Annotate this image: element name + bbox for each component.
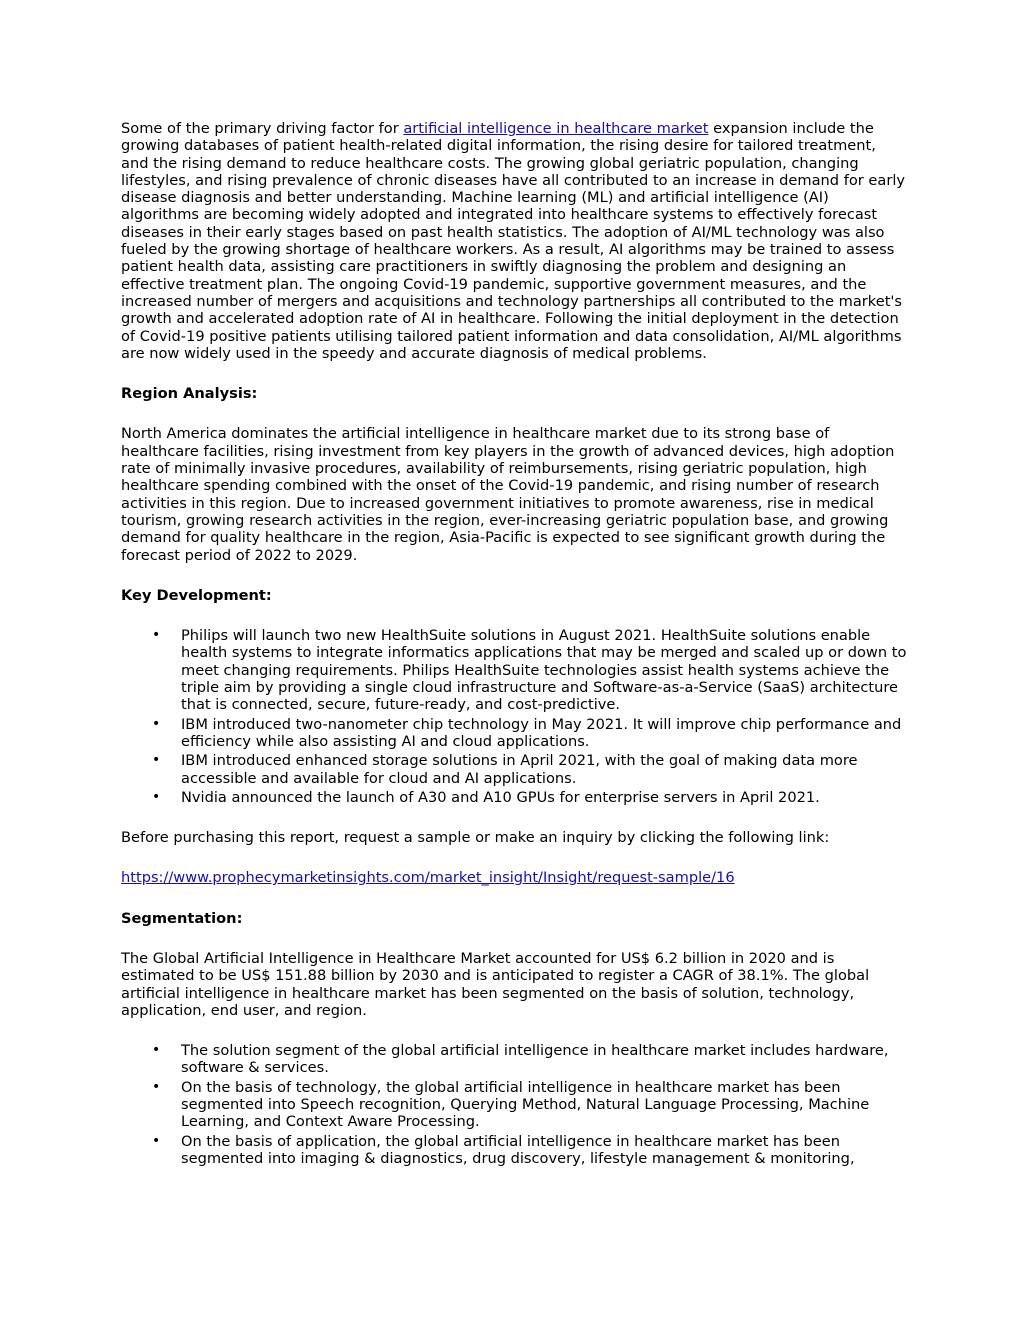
list-item xyxy=(152,1132,907,1168)
document-page xyxy=(121,120,907,1190)
region-analysis-paragraph: North America dominates the artificial intelligence in healthcare market due to its strong base of healthcare facilities, rising investment from key players in the growth of advanced devices, high adoption rate of minimally invasive procedures, availability of reimbursements, rising geriatric population, high healthcare spending combined with the onset of the Covid-19 pandemic, and rising number of research activities in this region. Due to increased government initiatives to promote awareness, rise in medical tourism, growing research activities in the region, ever-increasing geriatric population base, and growing demand for quality healthcare in the region, Asia-Pacific is expected to see significant growth during the forecast period of 2022 to 2029. xyxy=(121,425,895,564)
key-development-heading: Key Development: xyxy=(121,586,272,604)
bullet-icon: • xyxy=(152,1132,161,1149)
list-item xyxy=(152,715,907,751)
bullet-icon: • xyxy=(152,752,161,769)
intro-text-after: expansion include the growing databases of patient health-related digital information, the rising desire for tailored treatment, and the rising demand to reduce healthcare costs. The growing global geriatric population, changing lifestyles, and rising prevalence of chronic diseases have all contributed to an increase in demand for early disease diagnosis and better understanding. Machine learning (ML) and artificial intelligence (AI) algorithms are becoming widely adopted and integrated into healthcare systems to effectively forecast diseases in their early stages based on past health statistics. The adoption of AI/ML technology was also fueled by the growing shortage of healthcare workers. As a result, AI algorithms may be trained to assess patient health data, assisting care practitioners in swiftly diagnosing the problem and designing an effective treatment plan. The ongoing Covid-19 pandemic, supportive government measures, and the increased number of mergers and acquisitions and technology partnerships all contributed to the market's growth and accelerated adoption rate of AI in healthcare. Following the initial deployment in the detection of Covid-19 positive patients utilising tailored patient information and data consolidation, AI/ML algorithms are now widely used in the speedy and accurate diagnosis of medical problems. xyxy=(121,120,906,362)
bullet-icon: • xyxy=(152,1078,161,1095)
list-item-text: IBM introduced two-nanometer chip technology in May 2021. It will improve chip performance and efficiency while also assisting AI and cloud applications. xyxy=(181,715,902,750)
list-item-text: Philips will launch two new HealthSuite solutions in August 2021. HealthSuite solutions enable health systems to integrate informatics applications that may be merged and scaled up or down to meet changing requirements. Philips HealthSuite technologies assist health systems achieve the triple aim by providing a single cloud infrastructure and Software-as-a-Service (SaaS) architecture that is connected, secure, future-ready, and cost-predictive. xyxy=(181,627,907,714)
list-item-text: On the basis of application, the global artificial intelligence in healthcare market has been segmented into imaging & diagnostics, drug discovery, lifestyle management & monitoring, xyxy=(181,1132,855,1167)
intro-paragraph xyxy=(121,120,907,362)
list-item xyxy=(152,1078,907,1131)
list-item xyxy=(152,788,907,806)
bullet-icon: • xyxy=(152,788,161,805)
segmentation-list xyxy=(121,1042,907,1167)
key-development-list xyxy=(121,627,907,806)
bullet-icon: • xyxy=(152,627,161,644)
list-item xyxy=(152,1042,907,1077)
ai-healthcare-market-link[interactable]: artificial intelligence in healthcare market xyxy=(403,120,709,137)
region-analysis-heading: Region Analysis: xyxy=(121,385,258,403)
intro-text-before: Some of the primary driving factor for xyxy=(121,120,404,137)
request-sample-link[interactable]: https://www.prophecymarketinsights.com/market_insight/Insight/request-sample/16 xyxy=(121,869,735,887)
request-sample-paragraph xyxy=(121,869,907,886)
segmentation-paragraph: The Global Artificial Intelligence in Healthcare Market accounted for US$ 6.2 billion in 2020 and is estimated to be US$ 151.88 billion by 2030 and is anticipated to register a CAGR of 38.1%. The global artificial intelligence in healthcare market has been segmented on the basis of solution, technology, application, end user, and region. xyxy=(121,949,870,1019)
list-item xyxy=(152,752,907,787)
list-item-text: IBM introduced enhanced storage solutions in April 2021, with the goal of making data more accessible and available for cloud and AI applications. xyxy=(181,752,858,787)
bullet-icon: • xyxy=(152,715,161,732)
list-item-text: Nvidia announced the launch of A30 and A10 GPUs for enterprise servers in April 2021. xyxy=(181,788,820,806)
segmentation-heading: Segmentation: xyxy=(121,909,243,927)
bullet-icon: • xyxy=(152,1042,161,1059)
inquiry-paragraph: Before purchasing this report, request a sample or make an inquiry by clicking the following link: xyxy=(121,829,830,847)
list-item xyxy=(152,627,907,714)
list-item-text: The solution segment of the global artificial intelligence in healthcare market includes hardware, software & services. xyxy=(181,1042,889,1077)
list-item-text: On the basis of technology, the global artificial intelligence in healthcare market has been segmented into Speech recognition, Querying Method, Natural Language Processing, Machine Learning, and Context Aware Processing. xyxy=(181,1078,870,1131)
